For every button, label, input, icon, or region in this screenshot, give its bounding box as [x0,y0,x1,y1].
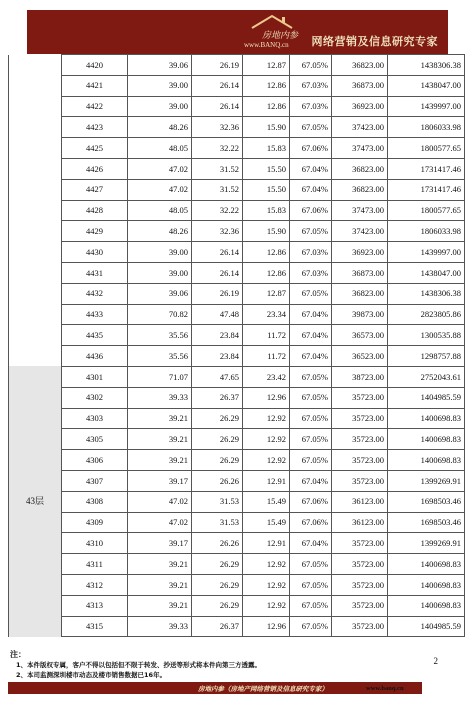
value-cell: 36573.00 [332,325,388,346]
unit-number-cell: 4302 [62,387,128,408]
price-table [8,54,465,637]
table-row [9,242,465,263]
value-cell: 1400698.83 [388,595,465,616]
value-cell: 37423.00 [332,117,388,138]
value-cell: 71.07 [128,366,192,387]
value-cell: 48.26 [128,221,192,242]
value-cell: 39.21 [128,450,192,471]
value-cell: 67.05% [290,616,332,637]
value-cell: 36123.00 [332,491,388,512]
value-cell: 12.92 [243,408,290,429]
value-cell: 39.06 [128,283,192,304]
table-row [9,574,465,595]
unit-number-cell: 4309 [62,512,128,533]
value-cell: 39.00 [128,262,192,283]
value-cell: 26.14 [192,262,243,283]
value-cell: 1298757.88 [388,346,465,367]
value-cell: 12.86 [243,262,290,283]
value-cell: 35723.00 [332,574,388,595]
value-cell: 1438047.00 [388,262,465,283]
value-cell: 35723.00 [332,595,388,616]
table-row [9,96,465,117]
value-cell: 67.03% [290,262,332,283]
value-cell: 31.53 [192,491,243,512]
value-cell: 67.05% [290,387,332,408]
value-cell: 39.00 [128,75,192,96]
value-cell: 2752043.61 [388,366,465,387]
value-cell: 36873.00 [332,262,388,283]
value-cell: 36823.00 [332,283,388,304]
value-cell: 35723.00 [332,554,388,575]
value-cell: 39.00 [128,242,192,263]
value-cell: 39.06 [128,55,192,76]
value-cell: 48.05 [128,138,192,159]
value-cell: 1698503.46 [388,491,465,512]
footer-text: 房地内参（房地产网络营销及信息研究专家） [198,685,328,693]
value-cell: 67.06% [290,491,332,512]
table-row [9,221,465,242]
table-row [9,200,465,221]
value-cell: 15.83 [243,138,290,159]
value-cell: 67.04% [290,304,332,325]
table-row [9,429,465,450]
value-cell: 23.84 [192,325,243,346]
value-cell: 15.49 [243,512,290,533]
value-cell: 12.86 [243,96,290,117]
value-cell: 67.04% [290,470,332,491]
value-cell: 1731417.46 [388,179,465,200]
value-cell: 1806033.98 [388,221,465,242]
unit-number-cell: 4306 [62,450,128,471]
value-cell: 1399269.91 [388,533,465,554]
value-cell: 39.33 [128,387,192,408]
value-cell: 15.83 [243,200,290,221]
value-cell: 36523.00 [332,346,388,367]
table-row [9,325,465,346]
value-cell: 31.52 [192,179,243,200]
value-cell: 39.00 [128,96,192,117]
value-cell: 47.02 [128,179,192,200]
value-cell: 67.03% [290,75,332,96]
value-cell: 35723.00 [332,450,388,471]
value-cell: 15.49 [243,491,290,512]
value-cell: 47.65 [192,366,243,387]
table-row [9,179,465,200]
value-cell: 36873.00 [332,75,388,96]
value-cell: 26.14 [192,242,243,263]
value-cell: 39.21 [128,595,192,616]
table-row [9,75,465,96]
value-cell: 1439997.00 [388,96,465,117]
value-cell: 39.21 [128,429,192,450]
value-cell: 39.33 [128,616,192,637]
unit-number-cell: 4428 [62,200,128,221]
unit-number-cell: 4433 [62,304,128,325]
value-cell: 67.05% [290,450,332,471]
value-cell: 67.04% [290,346,332,367]
value-cell: 12.86 [243,75,290,96]
value-cell: 1438047.00 [388,75,465,96]
value-cell: 15.90 [243,221,290,242]
value-cell: 67.05% [290,117,332,138]
value-cell: 26.29 [192,574,243,595]
value-cell: 47.02 [128,512,192,533]
value-cell: 12.92 [243,429,290,450]
table-row [9,595,465,616]
value-cell: 39.21 [128,574,192,595]
table-row [9,512,465,533]
value-cell: 23.34 [243,304,290,325]
value-cell: 26.14 [192,96,243,117]
value-cell: 26.29 [192,554,243,575]
table-row [9,138,465,159]
value-cell: 12.87 [243,55,290,76]
value-cell: 26.14 [192,75,243,96]
value-cell: 32.36 [192,221,243,242]
value-cell: 12.86 [243,242,290,263]
value-cell: 1806033.98 [388,117,465,138]
value-cell: 35723.00 [332,408,388,429]
value-cell: 1800577.65 [388,200,465,221]
unit-number-cell: 4423 [62,117,128,138]
table-row [9,117,465,138]
value-cell: 26.26 [192,470,243,491]
value-cell: 37423.00 [332,221,388,242]
table-body [9,55,465,637]
value-cell: 23.42 [243,366,290,387]
value-cell: 1404985.59 [388,616,465,637]
value-cell: 1731417.46 [388,158,465,179]
value-cell: 67.05% [290,595,332,616]
unit-number-cell: 4426 [62,158,128,179]
value-cell: 35723.00 [332,616,388,637]
value-cell: 26.29 [192,408,243,429]
table-row [9,55,465,76]
header-title: 网络营销及信息研究专家 [311,35,438,48]
table-row [9,408,465,429]
value-cell: 67.04% [290,179,332,200]
table-row [9,533,465,554]
table-row [9,366,465,387]
value-cell: 47.02 [128,491,192,512]
table-row [9,283,465,304]
value-cell: 26.19 [192,283,243,304]
value-cell: 11.72 [243,325,290,346]
value-cell: 1404985.59 [388,387,465,408]
value-cell: 31.53 [192,512,243,533]
unit-number-cell: 4311 [62,554,128,575]
notes-section [8,648,456,696]
table-row [9,554,465,575]
floor-cell: 43层 [9,366,62,636]
table-row [9,346,465,367]
value-cell: 26.29 [192,595,243,616]
value-cell: 23.84 [192,346,243,367]
table-row [9,491,465,512]
table-row [9,470,465,491]
table-row [9,158,465,179]
value-cell: 67.03% [290,242,332,263]
unit-number-cell: 4303 [62,408,128,429]
value-cell: 1400698.83 [388,574,465,595]
value-cell: 2823805.86 [388,304,465,325]
value-cell: 36923.00 [332,96,388,117]
value-cell: 67.06% [290,138,332,159]
value-cell: 67.05% [290,55,332,76]
table-row [9,616,465,637]
value-cell: 36823.00 [332,158,388,179]
value-cell: 35.56 [128,346,192,367]
value-cell: 67.04% [290,158,332,179]
value-cell: 15.50 [243,158,290,179]
unit-number-cell: 4430 [62,242,128,263]
value-cell: 26.29 [192,429,243,450]
value-cell: 35.56 [128,325,192,346]
value-cell: 12.92 [243,574,290,595]
value-cell: 67.03% [290,96,332,117]
value-cell: 47.02 [128,158,192,179]
value-cell: 67.04% [290,533,332,554]
value-cell: 67.06% [290,200,332,221]
unit-number-cell: 4420 [62,55,128,76]
value-cell: 15.50 [243,179,290,200]
value-cell: 1400698.83 [388,408,465,429]
value-cell: 11.72 [243,346,290,367]
value-cell: 67.05% [290,283,332,304]
value-cell: 1400698.83 [388,554,465,575]
value-cell: 67.05% [290,221,332,242]
unit-number-cell: 4427 [62,179,128,200]
value-cell: 12.96 [243,616,290,637]
value-cell: 37473.00 [332,200,388,221]
value-cell: 26.29 [192,450,243,471]
value-cell: 12.96 [243,387,290,408]
value-cell: 39.17 [128,470,192,491]
unit-number-cell: 4307 [62,470,128,491]
value-cell: 39.21 [128,408,192,429]
value-cell: 47.48 [192,304,243,325]
value-cell: 1439997.00 [388,242,465,263]
unit-number-cell: 4312 [62,574,128,595]
value-cell: 1438306.38 [388,283,465,304]
value-cell: 1698503.46 [388,512,465,533]
table-row [9,304,465,325]
unit-number-cell: 4432 [62,283,128,304]
value-cell: 15.90 [243,117,290,138]
value-cell: 32.22 [192,200,243,221]
logo-text: 房地内参 [262,30,299,40]
value-cell: 36823.00 [332,55,388,76]
value-cell: 39873.00 [332,304,388,325]
value-cell: 39.17 [128,533,192,554]
value-cell: 35723.00 [332,387,388,408]
value-cell: 38723.00 [332,366,388,387]
value-cell: 32.22 [192,138,243,159]
logo-url: www.BANQ.cn [244,41,289,49]
value-cell: 12.91 [243,470,290,491]
table-row [9,450,465,471]
value-cell: 67.06% [290,512,332,533]
note-item-2: 2、本司监测深圳楼市动态及楼市销售数据已16年。 [16,671,167,679]
floor-cell [9,55,62,367]
unit-number-cell: 4310 [62,533,128,554]
unit-number-cell: 4435 [62,325,128,346]
value-cell: 1400698.83 [388,450,465,471]
unit-number-cell: 4301 [62,366,128,387]
value-cell: 48.26 [128,117,192,138]
value-cell: 1400698.83 [388,429,465,450]
value-cell: 26.37 [192,387,243,408]
unit-number-cell: 4436 [62,346,128,367]
footer-url: www.banq.cn [366,685,404,692]
value-cell: 26.37 [192,616,243,637]
value-cell: 12.92 [243,554,290,575]
value-cell: 67.05% [290,408,332,429]
value-cell: 1399269.91 [388,470,465,491]
value-cell: 36123.00 [332,512,388,533]
table-row [9,262,465,283]
value-cell: 12.91 [243,533,290,554]
value-cell: 70.82 [128,304,192,325]
value-cell: 37473.00 [332,138,388,159]
unit-number-cell: 4431 [62,262,128,283]
unit-number-cell: 4305 [62,429,128,450]
value-cell: 67.04% [290,325,332,346]
value-cell: 67.05% [290,429,332,450]
value-cell: 48.05 [128,200,192,221]
unit-number-cell: 4421 [62,75,128,96]
value-cell: 31.52 [192,158,243,179]
value-cell: 12.92 [243,450,290,471]
value-cell: 12.92 [243,595,290,616]
value-cell: 12.87 [243,283,290,304]
unit-number-cell: 4313 [62,595,128,616]
value-cell: 36923.00 [332,242,388,263]
value-cell: 67.05% [290,366,332,387]
value-cell: 35723.00 [332,533,388,554]
value-cell: 35723.00 [332,470,388,491]
table-row [9,387,465,408]
report-header [27,10,448,54]
value-cell: 35723.00 [332,429,388,450]
unit-number-cell: 4308 [62,491,128,512]
value-cell: 67.05% [290,574,332,595]
unit-number-cell: 4429 [62,221,128,242]
page-number: 2 [433,656,438,666]
value-cell: 1800577.65 [388,138,465,159]
value-cell: 1438306.38 [388,55,465,76]
value-cell: 67.05% [290,554,332,575]
value-cell: 39.21 [128,554,192,575]
value-cell: 36823.00 [332,179,388,200]
value-cell: 26.19 [192,55,243,76]
value-cell: 32.36 [192,117,243,138]
value-cell: 26.26 [192,533,243,554]
note-item-1: 1、本件版权专属，客户不得以包括但不限于转发、抄送等形式将本件向第三方透露。 [16,661,262,669]
unit-number-cell: 4422 [62,96,128,117]
unit-number-cell: 4425 [62,138,128,159]
notes-heading: 注： [10,650,26,659]
value-cell: 1300535.88 [388,325,465,346]
unit-number-cell: 4315 [62,616,128,637]
